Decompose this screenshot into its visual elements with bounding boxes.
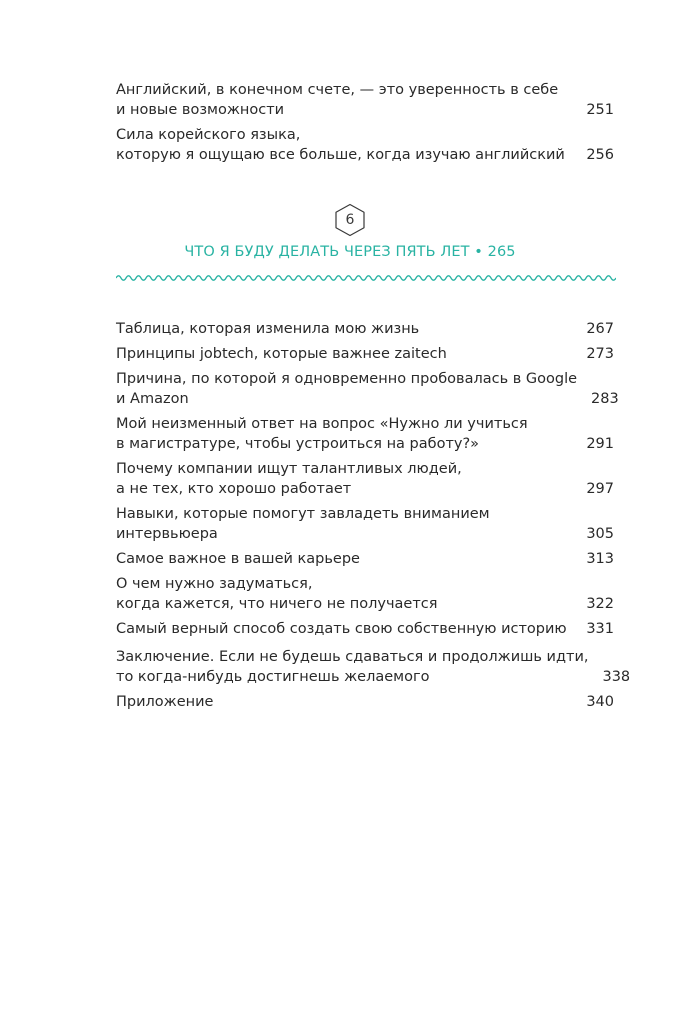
toc-entry-title — [116, 80, 586, 120]
toc-entry-page: 305 — [586, 526, 614, 542]
toc-entry-page: 283 — [591, 391, 619, 407]
toc-entry-title — [116, 504, 586, 544]
toc-entry-line: Приложение — [116, 694, 214, 710]
toc-entry-title — [116, 549, 586, 569]
toc-entry-line: Самый верный способ создать свою собственную историю — [116, 621, 567, 637]
toc-entry-line: Английский, в конечном счете, — это уверенность в себе — [116, 82, 559, 98]
toc-entry-page: 331 — [586, 621, 614, 637]
toc-entry — [116, 504, 614, 544]
toc-entry-page: 338 — [602, 669, 631, 685]
chapter-heading — [0, 203, 700, 260]
toc-entry-line: Навыки, которые помогут завладеть вниманием — [116, 506, 490, 522]
toc-entry-line: Заключение. Если не будешь сдаваться и продолжишь идти, — [116, 649, 589, 665]
toc-entry-title — [116, 369, 591, 409]
toc-end-section — [116, 647, 631, 712]
toc-entry-page: 251 — [586, 102, 614, 118]
toc-entry — [116, 344, 614, 364]
toc-entry-page: 267 — [586, 321, 614, 337]
toc-entry — [116, 647, 631, 687]
toc-entry-line: интервьюера — [116, 526, 218, 542]
toc-entry-line: в магистратуре, чтобы устроиться на работу?» — [116, 436, 480, 452]
toc-entry-line: Почему компании ищут талантливых людей, — [116, 461, 462, 477]
chapter-number: 6 — [345, 212, 355, 228]
toc-entry — [116, 369, 619, 409]
toc-entry-line: а не тех, кто хорошо работает — [116, 481, 352, 497]
toc-entry-page: 340 — [586, 694, 614, 710]
toc-entry — [116, 574, 614, 614]
toc-entry-page: 273 — [586, 346, 614, 362]
toc-entry — [116, 125, 614, 165]
chapter-hexagon-icon — [334, 203, 366, 237]
toc-entry-line: Мой неизменный ответ на вопрос «Нужно ли учиться — [116, 416, 528, 432]
toc-entry — [116, 549, 614, 569]
toc-entry-title — [116, 619, 586, 639]
toc-entry-title — [116, 319, 586, 339]
toc-entry-page: 297 — [586, 481, 614, 497]
toc-chapter-section — [116, 319, 619, 639]
wavy-divider — [116, 272, 616, 284]
toc-entry-line: Причина, по которой я одновременно пробовалась в Google — [116, 371, 578, 387]
toc-entry-title — [116, 459, 586, 499]
toc-entry-title — [116, 574, 586, 614]
toc-entry — [116, 80, 614, 120]
toc-entry-title — [116, 344, 586, 364]
toc-entry — [116, 692, 614, 712]
toc-entry-line: О чем нужно задуматься, — [116, 576, 313, 592]
toc-entry — [116, 414, 614, 454]
toc-entry — [116, 459, 614, 499]
toc-entry-page: 256 — [586, 147, 614, 163]
toc-entry-line: Таблица, которая изменила мою жизнь — [116, 321, 420, 337]
toc-entry-line: Сила корейского языка, — [116, 127, 301, 143]
toc-entry-title — [116, 414, 586, 454]
toc-entry-page: 313 — [586, 551, 614, 567]
toc-entry-line: которую я ощущаю все больше, когда изучаю английский — [116, 147, 565, 163]
toc-entry — [116, 319, 614, 339]
toc-entry-page: 322 — [586, 596, 614, 612]
chapter-title: ЧТО Я БУДУ ДЕЛАТЬ ЧЕРЕЗ ПЯТЬ ЛЕТ • 265 — [184, 244, 516, 260]
toc-top-section — [116, 80, 614, 165]
toc-entry-line: когда кажется, что ничего не получается — [116, 596, 438, 612]
toc-entry-title — [116, 692, 586, 712]
toc-entry-line: и Amazon — [116, 391, 189, 407]
toc-entry-line: Самое важное в вашей карьере — [116, 551, 360, 567]
toc-entry-line: и новые возможности — [116, 102, 285, 118]
toc-entry-line: Принципы jobtech, которые важнее zaitech — [116, 346, 447, 362]
toc-entry-title — [116, 125, 586, 165]
toc-entry-line: то когда-нибудь достигнешь желаемого — [116, 669, 430, 685]
toc-entry — [116, 619, 614, 639]
toc-entry-page: 291 — [586, 436, 614, 452]
toc-entry-title — [116, 647, 602, 687]
